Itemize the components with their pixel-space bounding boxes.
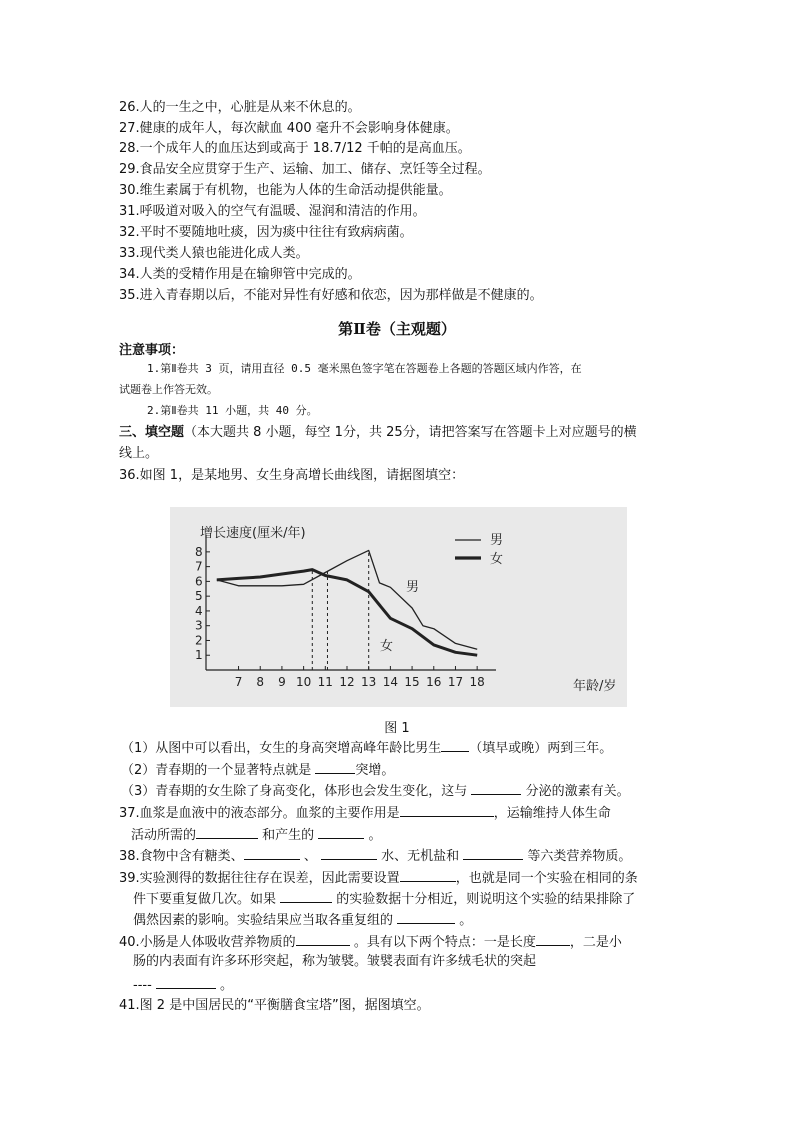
chart-axes <box>195 535 496 689</box>
question-36-2 <box>121 760 394 780</box>
curve-label-female: 女 <box>380 639 394 654</box>
height-growth-chart <box>170 507 627 707</box>
question-41: 41.图 2 是中国居民的“平衡膳食宝塔”图，据图填空。 <box>119 998 430 1013</box>
q36-1-text-a: （1）从图中可以看出，女生的身高突增高峰年龄比男生 <box>121 741 442 756</box>
y-axis-label: 增长速度(厘米/年) <box>200 526 306 541</box>
q36-3-text-a: （3）青春期的女生除了身高变化，体形也会发生变化，这与 <box>121 784 468 799</box>
q40-text-a: 40.小肠是人体吸收营养物质的 <box>119 935 296 950</box>
q37-text-c: 活动所需的 <box>131 828 197 843</box>
question-40-cont: 肠的内表面有许多环形突起，称为皱襞。皱襞表面有许多绒毛状的突起 <box>133 954 537 969</box>
answer-blank[interactable] <box>471 781 521 795</box>
q37-text-d: 和产生的 <box>262 828 315 843</box>
y-tick-label: 1 <box>195 648 203 663</box>
fill-section-label: 三、填空题 <box>119 425 185 440</box>
q36-3-text-b: 分泌的激素有关。 <box>525 784 630 799</box>
legend-label-female: 女 <box>490 552 504 567</box>
q39-text-b: ，也就是同一个实验在相同的条 <box>455 871 638 886</box>
answer-blank[interactable] <box>536 932 570 946</box>
section-title: 第Ⅱ卷（主观题） <box>338 320 456 338</box>
question-37-cont <box>131 825 381 845</box>
question-32: 32.平时不要随地吐痰，因为痰中往往有致病病菌。 <box>119 225 413 240</box>
x-tick-label: 14 <box>382 675 399 689</box>
answer-blank[interactable] <box>463 846 523 860</box>
q39-text-c: 件下要重复做几次。如果 <box>133 892 277 907</box>
q39-text-e: 偶然因素的影响。实验结果应当取各重复组的 <box>133 913 394 928</box>
fill-section-instructions: （本大题共 8 小题，每空 1分，共 25分，请把答案写在答题卡上对应题号的横 <box>184 425 637 440</box>
x-tick-label: 10 <box>295 675 312 689</box>
notice-2: 2.第Ⅱ卷共 11 小题，共 40 分。 <box>147 404 318 417</box>
answer-blank[interactable] <box>296 932 350 946</box>
y-tick-label: 5 <box>195 589 203 604</box>
answer-blank[interactable] <box>318 825 364 839</box>
q40-text-f: 。 <box>220 978 234 993</box>
answer-blank[interactable] <box>156 975 216 989</box>
series-line-male <box>217 550 477 649</box>
question-27: 27.健康的成年人，每次献血 400 毫升不会影响身体健康。 <box>119 121 459 136</box>
x-tick-label: 7 <box>234 675 243 689</box>
question-36: 36.如图 1，是某地男、女生身高增长曲线图，请据图填空： <box>119 468 465 483</box>
x-tick-label: 17 <box>447 675 464 689</box>
answer-blank[interactable] <box>196 825 258 839</box>
answer-blank[interactable] <box>397 910 455 924</box>
fill-section-instructions-cont: 线上。 <box>119 446 159 461</box>
x-tick-label: 16 <box>426 675 442 689</box>
q37-text-b: ，运输维持人体生命 <box>493 806 611 821</box>
x-tick-label: 11 <box>317 675 333 689</box>
answer-blank[interactable] <box>400 803 494 817</box>
q36-1-text-b: （填早或晚）两到三年。 <box>469 741 613 756</box>
y-tick-label: 6 <box>195 574 203 589</box>
question-36-3 <box>121 781 630 801</box>
q40-text-e: ---- <box>133 978 152 993</box>
answer-blank[interactable] <box>244 846 300 860</box>
q38-text-a: 38.食物中含有糖类、 <box>119 849 244 864</box>
fill-section-heading <box>119 424 637 442</box>
x-tick-label: 12 <box>339 675 355 689</box>
q39-text-a: 39.实验测得的数据往往存在误差，因此需要设置 <box>119 871 400 886</box>
answer-blank[interactable] <box>280 889 332 903</box>
y-tick-label: 3 <box>195 618 203 633</box>
question-26: 26.人的一生之中，心脏是从来不休息的。 <box>119 100 361 115</box>
q37-text-e: 。 <box>368 828 382 843</box>
y-tick-label: 8 <box>195 544 203 559</box>
q38-text-d: 等六类营养物质。 <box>527 849 632 864</box>
question-31: 31.呼吸道对吸入的空气有温暖、湿润和清洁的作用。 <box>119 204 426 219</box>
question-29: 29.食品安全应贯穿于生产、运输、加工、储存、烹饪等全过程。 <box>119 162 491 177</box>
notice-heading: 注意事项： <box>119 343 185 358</box>
notice-1-line-a: 1.第Ⅱ卷共 3 页，请用直径 0.5 毫米黑色签字笔在答题卷上各题的答题区域内作答，在 <box>147 362 582 375</box>
q37-text-a: 37.血浆是血液中的液态部分。血浆的主要作用是 <box>119 806 400 821</box>
q39-text-d: 的实验数据十分相近，则说明这个实验的结果排除了 <box>336 892 636 907</box>
legend-label-male: 男 <box>490 533 504 548</box>
x-tick-label: 13 <box>361 675 377 689</box>
answer-blank[interactable] <box>315 760 355 774</box>
question-35: 35.进入青春期以后，不能对异性有好感和依恋，因为那样做是不健康的。 <box>119 288 543 303</box>
q38-text-b: 、 <box>303 849 317 864</box>
question-28: 28.一个成年人的血压达到或高于 18.7/12 千帕的是高血压。 <box>119 141 471 156</box>
y-tick-label: 4 <box>195 603 203 618</box>
question-40 <box>119 932 622 952</box>
chart-marks <box>217 550 477 670</box>
q40-text-c: ，二是小 <box>569 935 622 950</box>
answer-blank[interactable] <box>400 868 456 882</box>
x-tick-label: 8 <box>256 675 265 689</box>
curve-label-male: 男 <box>406 580 420 595</box>
q36-2-text-a: （2）青春期的一个显著特点就是 <box>121 763 312 778</box>
question-38 <box>119 846 631 866</box>
question-39-cont <box>133 889 635 909</box>
q40-text-b: 。具有以下两个特点：一是长度 <box>353 935 536 950</box>
answer-blank[interactable] <box>441 738 469 752</box>
question-39-cont2 <box>133 910 472 930</box>
notice-1-line-b: 试题卷上作答无效。 <box>119 383 218 396</box>
y-tick-label: 2 <box>195 633 203 648</box>
question-33: 33.现代类人猿也能进化成人类。 <box>119 246 309 261</box>
question-40-cont2 <box>133 975 233 995</box>
figure-caption: 图 1 <box>384 721 410 736</box>
x-tick-label: 15 <box>404 675 420 689</box>
x-tick-label: 18 <box>469 675 485 689</box>
question-36-1 <box>121 738 612 758</box>
answer-blank[interactable] <box>321 846 377 860</box>
question-30: 30.维生素属于有机物，也能为人体的生命活动提供能量。 <box>119 183 452 198</box>
question-39 <box>119 868 638 888</box>
q38-text-c: 水、无机盐和 <box>381 849 460 864</box>
x-tick-label: 9 <box>278 675 286 689</box>
x-axis-label: 年龄/岁 <box>573 679 617 694</box>
series-line-female <box>217 570 477 656</box>
question-37 <box>119 803 611 823</box>
q39-text-f: 。 <box>459 913 473 928</box>
y-tick-label: 7 <box>195 559 203 574</box>
question-34: 34.人类的受精作用是在输卵管中完成的。 <box>119 267 361 282</box>
q36-2-text-b: 突增。 <box>355 763 395 778</box>
